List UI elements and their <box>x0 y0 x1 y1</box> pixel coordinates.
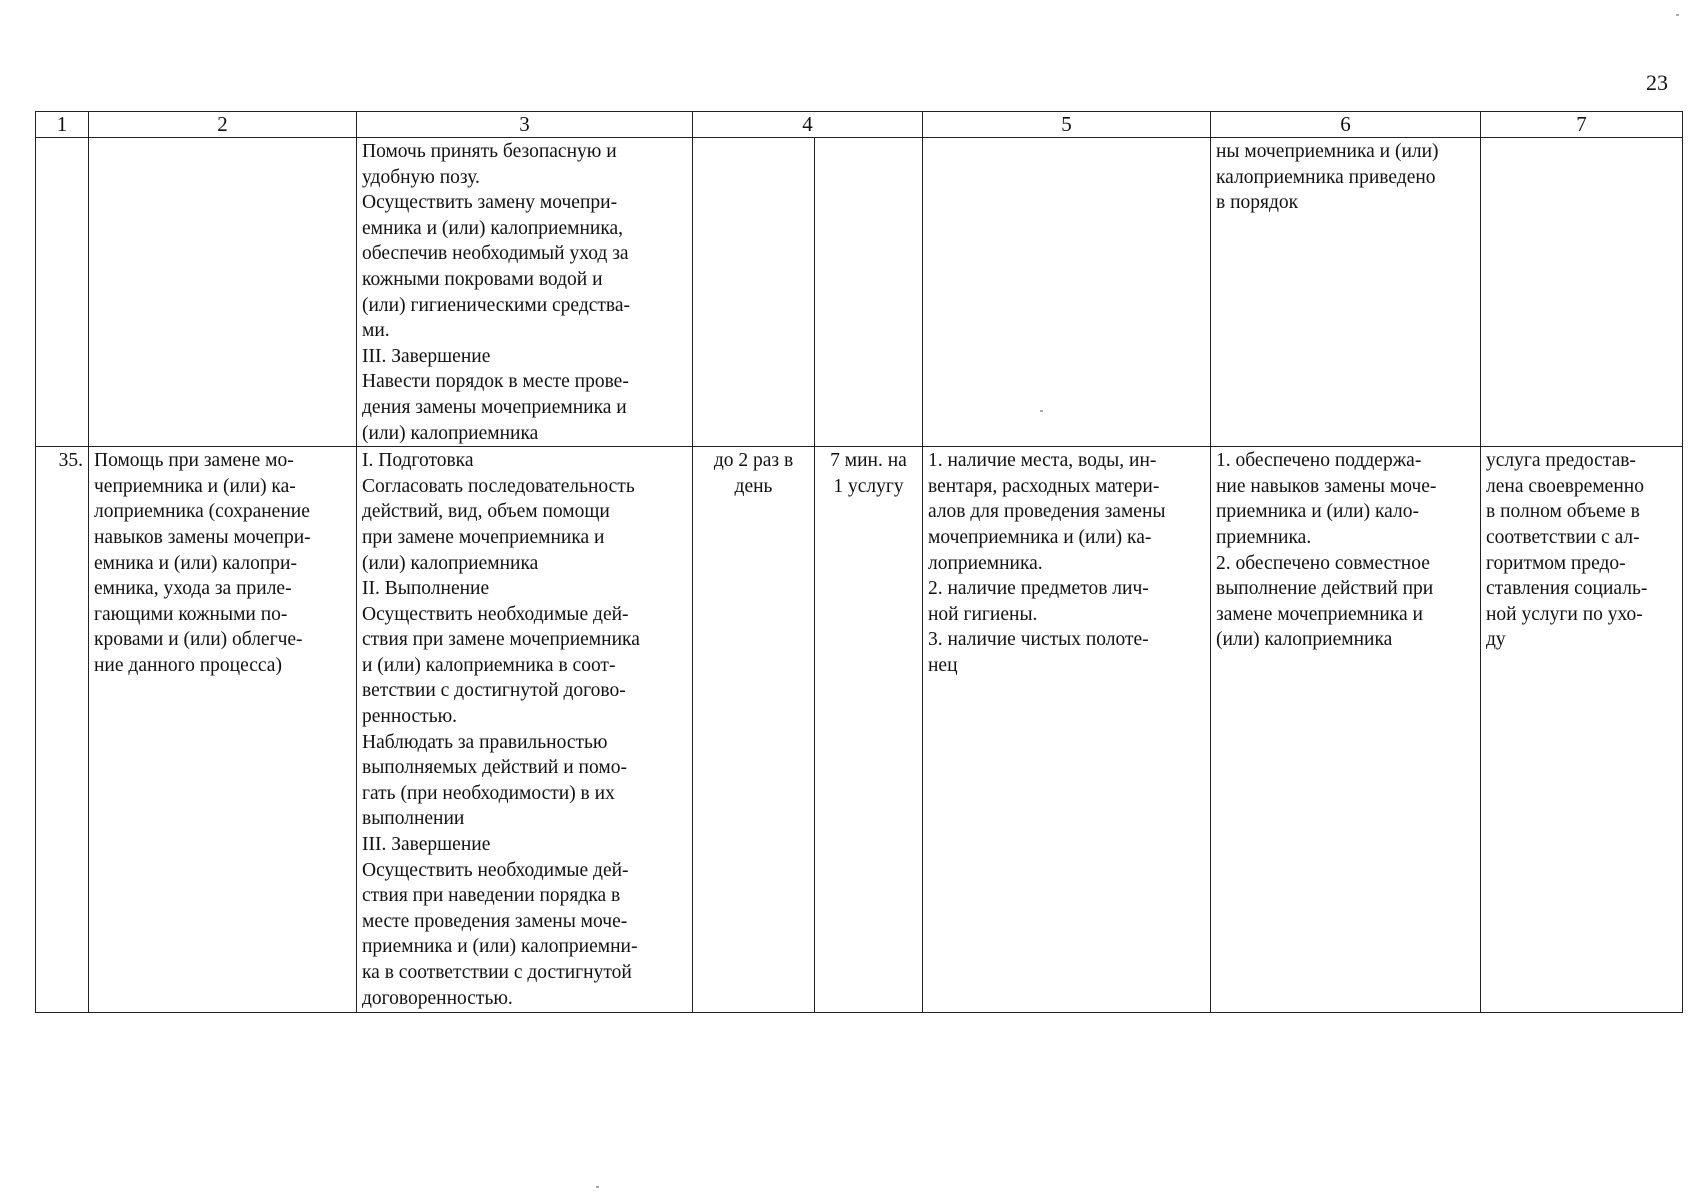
page-number: 23 <box>1646 70 1668 95</box>
duration-cell: 7 мин. на 1 услугу <box>815 447 923 1013</box>
header-cell-col-7: 7 <box>1481 112 1683 138</box>
header-cell-col-1: 1 <box>36 112 89 138</box>
assessment-cell <box>1481 138 1683 447</box>
scan-speck <box>1040 410 1043 412</box>
conditions-cell: 1. наличие места, воды, ин- вентаря, расходных матери- алов для проведения замены мочеприемника и (или) ка- лоприемника. 2. наличие предметов лич- ной гигиены. 3. наличие чистых полоте- нец <box>923 447 1211 1013</box>
duration-cell <box>815 138 923 447</box>
assessment-cell: услуга предостав- лена своевременно в полном объеме в соответствии с ал- горитмом предо- ставления социаль- ной услуги по ухо- ду <box>1481 447 1683 1013</box>
procedure-cell: Помочь принять безопасную и удобную позу. Осуществить замену мочепри- емника и (или) калоприемника, обеспечив необходимый уход за кожными покровами водой и (или) гигиеническими средства- ми. III. Завершение Навести порядок в месте прове- дения замены мочеприемника и (или) калоприемника <box>357 138 693 447</box>
service-name-cell <box>89 138 357 447</box>
frequency-cell <box>693 138 815 447</box>
result-cell: ны мочеприемника и (или) калоприемника приведено в порядок <box>1211 138 1481 447</box>
result-cell: 1. обеспечено поддержа- ние навыков замены моче- приемника и (или) кало- приемника. 2. обеспечено совместное выполнение действий при замене мочеприемника и (или) калоприемника <box>1211 447 1481 1013</box>
procedure-cell: I. Подготовка Согласовать последовательность действий, вид, объем помощи при замене мочеприемника и (или) калоприемника II. Выполнение Осуществить необходимые дей- ствия при замене мочеприемника и (или) калоприемника в соот- ветствии с достигнутой догово- ренностью. Наблюдать за правильностью выполняемых действий и помо- гать (при необходимости) в их выполнении III. Завершение Осуществить необходимые дей- ствия при наведении порядка в месте проведения замены моче- приемника и (или) калоприемни- ка в соответствии с достигнутой договоренностью. <box>357 447 693 1013</box>
header-cell-col-5: 5 <box>923 112 1211 138</box>
header-cell-col-6: 6 <box>1211 112 1481 138</box>
row-number-cell: 35. <box>36 447 89 1013</box>
row-number-cell <box>36 138 89 447</box>
table-header-row <box>36 112 1683 138</box>
table-row <box>36 447 1683 1013</box>
scan-speck <box>1676 14 1679 16</box>
table-row <box>36 138 1683 447</box>
scan-speck <box>596 1186 599 1188</box>
conditions-cell <box>923 138 1211 447</box>
services-table <box>35 111 1683 1013</box>
service-name-cell: Помощь при замене мо- чеприемника и (или) ка- лоприемника (сохранение навыков замены мочепри- емника и (или) калопри- емника, ухода за приле- гающими кожными по- кровами и (или) облегче- ние данного процесса) <box>89 447 357 1013</box>
frequency-cell: до 2 раз в день <box>693 447 815 1013</box>
header-cell-col-3: 3 <box>357 112 693 138</box>
header-cell-col-2: 2 <box>89 112 357 138</box>
header-cell-col-4: 4 <box>693 112 923 138</box>
